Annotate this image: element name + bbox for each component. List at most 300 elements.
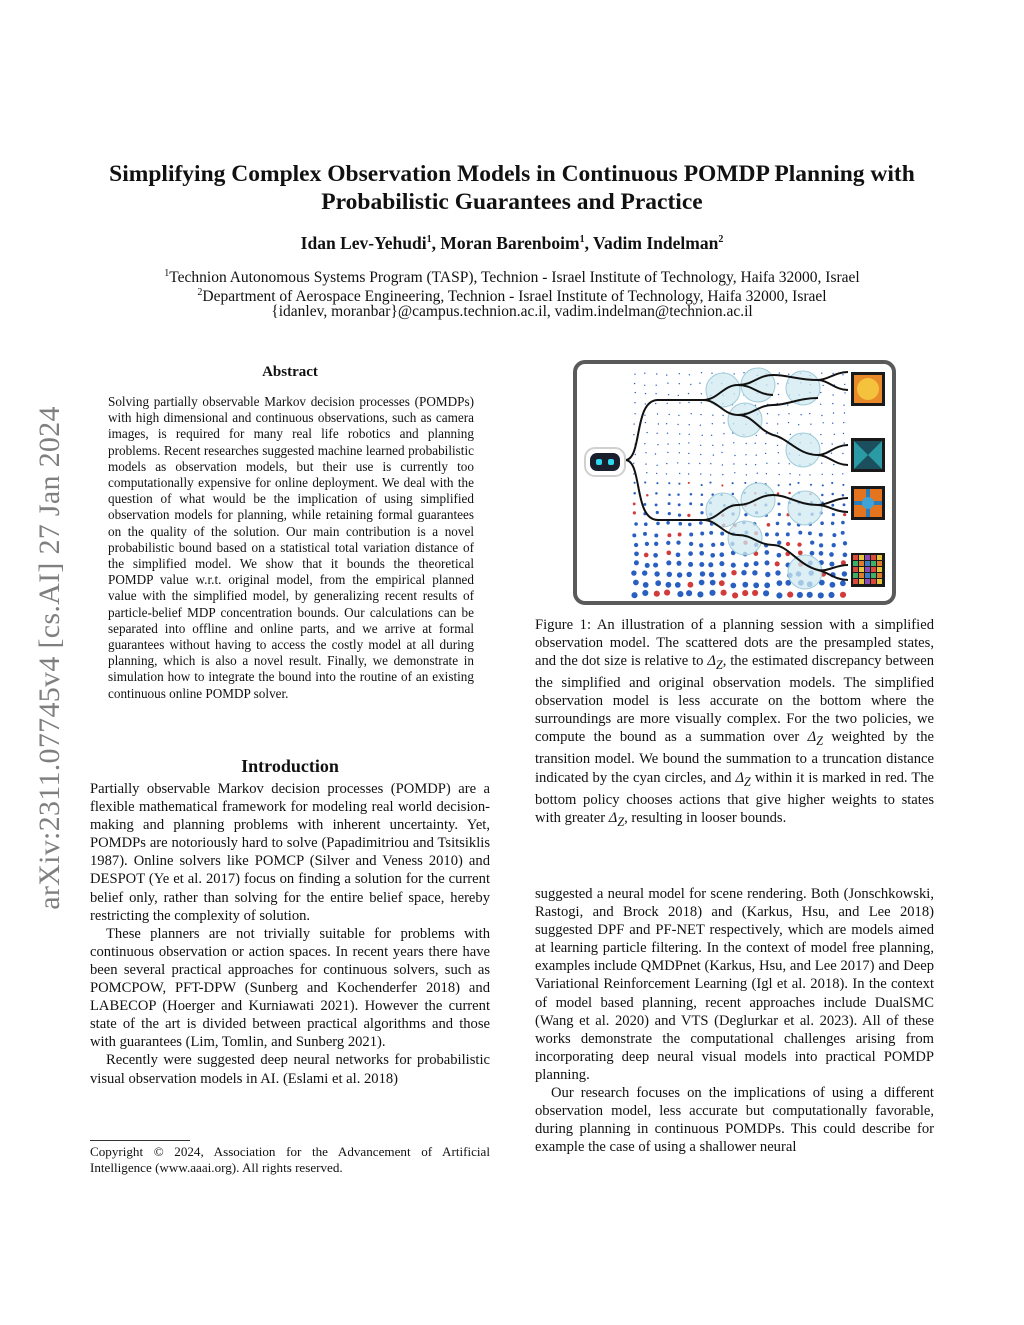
mosaic-tile	[853, 579, 858, 584]
author-affil-mark: 1	[426, 234, 432, 246]
mosaic-tile	[871, 555, 876, 560]
sampled-state-dot	[775, 561, 780, 566]
sampled-state-dot	[840, 580, 846, 586]
sampled-state-dot	[679, 373, 680, 374]
mosaic-tile	[865, 579, 870, 584]
sampled-state-dot	[842, 473, 843, 474]
sampled-state-dot	[701, 372, 702, 373]
sampled-state-dot	[666, 560, 671, 565]
paper-title	[90, 160, 934, 216]
mosaic-tile	[871, 573, 876, 578]
sampled-state-dot	[800, 414, 801, 415]
sampled-state-dot	[645, 452, 646, 453]
sampled-state-dot	[777, 445, 778, 446]
sampled-state-dot	[656, 433, 657, 434]
sampled-state-dot	[843, 405, 844, 406]
sampled-state-dot	[666, 582, 672, 588]
sampled-state-dot	[734, 472, 735, 473]
sampled-state-dot	[645, 393, 646, 394]
sampled-state-dot	[678, 483, 680, 485]
sampled-state-dot	[700, 532, 704, 536]
sampled-state-dot	[686, 572, 691, 577]
sampled-state-dot	[842, 494, 845, 497]
sampled-state-dot	[787, 592, 793, 598]
sampled-state-dot	[757, 473, 758, 474]
sampled-state-dot	[822, 385, 823, 386]
sampled-state-dot	[634, 383, 635, 384]
sampled-state-dot	[713, 454, 714, 455]
sampled-state-dot	[829, 552, 834, 557]
sampled-state-dot	[789, 483, 791, 485]
mosaic-tile	[865, 555, 870, 560]
sampled-state-dot	[666, 473, 667, 474]
sampled-state-dot	[656, 465, 657, 466]
sampled-state-dot	[746, 474, 747, 475]
sampled-state-dot	[688, 582, 694, 588]
sampled-state-dot	[843, 553, 848, 558]
sampled-state-dot	[656, 385, 657, 386]
sampled-state-dot	[644, 553, 649, 558]
sampled-state-dot	[700, 571, 705, 576]
sampled-state-dot	[820, 521, 824, 525]
math-delta: Δ	[707, 653, 716, 670]
figure-1-caption	[535, 616, 934, 831]
sampled-state-dot	[657, 444, 658, 445]
sampled-state-dot	[709, 590, 715, 596]
sampled-state-dot	[722, 444, 723, 445]
sampled-state-dot	[642, 590, 648, 596]
math-subscript: Z	[744, 774, 751, 789]
sampled-state-dot	[777, 553, 782, 558]
sampled-state-dot	[767, 413, 768, 414]
sampled-state-dot	[778, 414, 779, 415]
sampled-state-dot	[831, 453, 832, 454]
truncation-circle	[788, 555, 822, 589]
sampled-state-dot	[763, 590, 769, 596]
sampled-state-dot	[746, 464, 747, 465]
affiliation-text: Department of Aerospace Engineering, Technion - Israel Institute of Technology, Haifa 32000, Israel	[202, 288, 827, 306]
sampled-state-dot	[722, 464, 723, 465]
sampled-state-dot	[676, 540, 680, 544]
sampled-state-dot	[833, 412, 834, 413]
sampled-state-dot	[645, 563, 650, 568]
sampled-state-dot	[744, 482, 746, 484]
sampled-state-dot	[746, 443, 747, 444]
sampled-state-dot	[843, 422, 844, 423]
sampled-state-dot	[765, 453, 766, 454]
sampled-state-dot	[744, 562, 749, 567]
sampled-state-dot	[645, 463, 646, 464]
sampled-state-dot	[742, 582, 748, 588]
sampled-state-dot	[701, 494, 704, 497]
sampled-state-dot	[677, 462, 678, 463]
sampled-state-dot	[699, 562, 704, 567]
sampled-state-dot	[732, 482, 734, 484]
mosaic-tile	[877, 579, 882, 584]
sampled-state-dot	[634, 522, 638, 526]
sampled-state-dot	[657, 413, 658, 414]
introduction-body	[90, 780, 490, 1088]
sampled-state-dot	[810, 484, 812, 486]
sampled-state-dot	[700, 454, 701, 455]
sampled-state-dot	[711, 543, 715, 547]
sampled-state-dot	[678, 415, 679, 416]
sampled-state-dot	[755, 443, 756, 444]
sampled-state-dot	[676, 561, 681, 566]
math-subscript: Z	[617, 814, 625, 829]
sampled-state-dot	[788, 413, 789, 414]
sampled-state-dot	[633, 473, 634, 474]
math-delta: Δ	[807, 729, 817, 746]
sampled-state-dot	[732, 493, 735, 496]
sampled-state-dot	[723, 433, 724, 434]
sampled-state-dot	[712, 423, 713, 424]
sampled-state-dot	[666, 463, 667, 464]
sampled-state-dot	[644, 443, 645, 444]
sampled-state-dot	[786, 532, 790, 536]
sampled-state-dot	[819, 551, 824, 556]
sampled-state-dot	[843, 541, 847, 545]
sampled-state-dot	[719, 580, 725, 586]
sampled-state-dot	[679, 473, 680, 474]
sampled-state-dot	[656, 373, 657, 374]
observation-image-1-icon	[851, 372, 885, 406]
sampled-state-dot	[844, 384, 845, 385]
sampled-state-dot	[699, 383, 700, 384]
sampled-state-dot	[822, 474, 823, 475]
sampled-state-dot	[790, 434, 791, 435]
sampled-state-dot	[841, 531, 845, 535]
sampled-state-dot	[786, 542, 790, 546]
sampled-state-dot	[822, 484, 824, 486]
sampled-state-dot	[809, 413, 810, 414]
sampled-state-dot	[778, 463, 779, 464]
sampled-state-dot	[765, 443, 766, 444]
sampled-state-dot	[645, 422, 646, 423]
sampled-state-dot	[732, 592, 738, 598]
sampled-state-dot	[712, 415, 713, 416]
sampled-state-dot	[700, 445, 701, 446]
sampled-state-dot	[711, 373, 712, 374]
sampled-state-dot	[832, 403, 833, 404]
sampled-state-dot	[821, 463, 822, 464]
sampled-state-dot	[644, 385, 645, 386]
sampled-state-dot	[719, 552, 724, 557]
sampled-state-dot	[679, 452, 680, 453]
sampled-state-dot	[656, 522, 660, 526]
sampled-state-dot	[820, 434, 821, 435]
sampled-state-dot	[654, 534, 658, 538]
sampled-state-dot	[818, 592, 824, 598]
sampled-state-dot	[688, 453, 689, 454]
sampled-state-dot	[789, 463, 790, 464]
sampled-state-dot	[754, 561, 759, 566]
sampled-state-dot	[688, 482, 690, 484]
sampled-state-dot	[831, 482, 833, 484]
truncation-circle	[741, 368, 775, 402]
sampled-state-dot	[797, 542, 801, 546]
sampled-state-dot	[667, 403, 668, 404]
sampled-state-dot	[699, 551, 704, 556]
truncation-circle	[728, 403, 762, 437]
sampled-state-dot	[721, 590, 727, 596]
sampled-state-dot	[844, 392, 845, 393]
sampled-state-dot	[690, 493, 693, 496]
sampled-state-dot	[678, 395, 679, 396]
mosaic-tile	[877, 573, 882, 578]
math-delta: Δ	[608, 809, 618, 826]
sampled-state-dot	[833, 464, 834, 465]
sampled-state-dot	[832, 373, 833, 374]
sampled-state-dot	[632, 533, 636, 537]
sampled-state-dot	[675, 582, 681, 588]
sampled-state-dot	[712, 445, 713, 446]
footnote-rule	[90, 1140, 190, 1141]
sampled-state-dot	[830, 582, 836, 588]
sampled-state-dot	[668, 512, 671, 515]
sampled-state-dot	[832, 423, 833, 424]
sampled-state-dot	[668, 494, 671, 497]
sampled-state-dot	[778, 484, 780, 486]
sampled-state-dot	[820, 392, 821, 393]
sampled-state-dot	[843, 503, 846, 506]
figure-1-illustration	[573, 360, 896, 605]
sampled-state-dot	[807, 592, 813, 598]
sampled-state-dot	[841, 521, 845, 525]
sampled-state-dot	[633, 580, 639, 586]
sampled-state-dot	[667, 383, 668, 384]
sampled-state-dot	[677, 424, 678, 425]
sampled-state-dot	[643, 532, 647, 536]
sampled-state-dot	[753, 582, 759, 588]
sampled-state-dot	[634, 551, 639, 556]
sampled-state-dot	[777, 580, 783, 586]
sampled-state-dot	[840, 592, 846, 598]
robot-icon	[585, 448, 625, 476]
sampled-state-dot	[654, 571, 659, 576]
sampled-state-dot	[634, 560, 639, 565]
sampled-state-dot	[633, 492, 636, 495]
copyright-footnote: Copyright © 2024, Association for the Advancement of Artificial Intelligence (www.aaai.org). All rights reserved.	[90, 1144, 490, 1176]
sampled-state-dot	[831, 504, 834, 507]
sampled-state-dot	[788, 374, 789, 375]
sampled-state-dot	[700, 473, 701, 474]
sampled-state-dot	[633, 434, 634, 435]
sampled-state-dot	[777, 383, 778, 384]
sampled-state-dot	[810, 551, 815, 556]
sampled-state-dot	[842, 374, 843, 375]
paragraph: Recently were suggested deep neural networks for probabilistic visual observation models in AI. (Eslami et al. 2018)	[90, 1052, 490, 1087]
sampled-state-dot	[677, 591, 683, 597]
sampled-state-dot	[787, 522, 791, 526]
sampled-state-dot	[646, 472, 647, 473]
mosaic-tile	[871, 561, 876, 566]
sampled-state-dot	[701, 393, 702, 394]
sampled-state-dot	[700, 425, 701, 426]
sampled-state-dot	[819, 533, 823, 537]
math-subscript: Z	[816, 734, 823, 749]
sampled-state-dot	[777, 502, 780, 505]
sampled-state-dot	[688, 473, 689, 474]
sampled-state-dot	[667, 533, 671, 537]
sampled-state-dot	[689, 424, 690, 425]
sampled-state-dot	[821, 415, 822, 416]
sampled-state-dot	[710, 580, 716, 586]
sampled-state-dot	[644, 481, 646, 483]
sampled-state-dot	[821, 494, 824, 497]
sampled-state-dot	[731, 570, 736, 575]
sampled-state-dot	[667, 443, 668, 444]
author-list: Idan Lev-Yehudi$^1$, Moran Barenboim$^1$, Vadim Indelman$^2$	[300, 233, 724, 253]
sampled-state-dot	[656, 473, 657, 474]
sampled-state-dot	[655, 580, 661, 586]
sampled-state-dot	[779, 474, 780, 475]
sampled-state-dot	[655, 403, 656, 404]
sampled-state-dot	[646, 494, 649, 497]
sampled-state-dot	[666, 423, 667, 424]
author-emails: {idanlev, moranbar}@campus.technion.ac.il, vadim.indelman@technion.ac.il	[271, 303, 753, 320]
mosaic-tile	[877, 567, 882, 572]
sampled-state-dot	[699, 543, 703, 547]
title-line-2: Probabilistic Guarantees and Practice	[321, 189, 703, 215]
sampled-state-dot	[689, 434, 690, 435]
sampled-state-dot	[688, 562, 693, 567]
sampled-state-dot	[778, 394, 779, 395]
sampled-state-dot	[777, 432, 778, 433]
author-name: Vadim Indelman	[593, 233, 719, 253]
sampled-state-dot	[666, 374, 667, 375]
sampled-state-dot	[765, 533, 769, 537]
caption-text: within it is marked in red. The bottom policy chooses actions that give higher weights to states with greater	[535, 769, 935, 826]
sampled-state-dot	[832, 533, 836, 537]
sampled-state-dot	[834, 434, 835, 435]
sampled-state-dot	[631, 570, 636, 575]
sampled-state-dot	[667, 452, 668, 453]
sampled-state-dot	[798, 531, 802, 535]
sampled-state-dot	[679, 522, 683, 526]
sampled-state-dot	[654, 542, 658, 546]
paragraph: These planners are not trivially suitable for problems with continuous observation or action spaces. In recent years there have been several practical approaches for continuous solvers, such as POMCPOW, PFT-DPW (Sunberg and Kochenderfer 2018) and LABECOP (Hoerger and Kurniawati 2021). However the current state of the art is divided between practical algorithms and those with guarantees (Lim, Tomlin, and Sunberg 2021).	[90, 925, 490, 1051]
mosaic-tile	[853, 555, 858, 560]
truncation-circle	[786, 433, 820, 467]
sampled-state-dot	[829, 562, 834, 567]
sampled-state-dot	[733, 463, 734, 464]
mosaic-tile	[859, 555, 864, 560]
sampled-state-dot	[734, 373, 735, 374]
mosaic-tile	[877, 555, 882, 560]
sampled-state-dot	[667, 572, 672, 577]
mosaic-tile	[865, 567, 870, 572]
observation-image-4-icon	[851, 553, 885, 587]
sampled-state-dot	[778, 513, 781, 516]
sampled-state-dot	[787, 404, 788, 405]
math-subscript: Z	[715, 658, 723, 673]
sampled-state-dot	[710, 553, 715, 558]
affiliation-mark: 1	[164, 268, 170, 279]
sampled-state-dot	[832, 543, 836, 547]
sampled-state-dot	[667, 433, 668, 434]
sampled-state-dot	[679, 383, 680, 384]
sampled-state-dot	[819, 543, 823, 547]
sampled-state-dot	[678, 503, 681, 506]
caption-text: , the estimated discrepancy between the simplified and original observation models. The simplified observation model is less accurate on the bottom where the surroundings are more visually complex. For the two policies, we compute the bound as a summation over	[535, 653, 934, 746]
sampled-state-dot	[688, 551, 693, 556]
sampled-state-dot	[843, 513, 846, 516]
sampled-state-dot	[823, 422, 824, 423]
sampled-state-dot	[668, 394, 669, 395]
sampled-state-dot	[664, 590, 670, 596]
mosaic-tile	[859, 561, 864, 566]
sampled-state-dot	[832, 513, 835, 516]
sampled-state-dot	[701, 402, 702, 403]
sampled-state-dot	[689, 374, 690, 375]
sampled-state-dot	[766, 423, 767, 424]
sampled-state-dot	[734, 455, 735, 456]
sampled-state-dot	[756, 435, 757, 436]
author-affil-mark: 1	[579, 234, 585, 246]
sampled-state-dot	[722, 415, 723, 416]
sampled-state-dot	[742, 590, 748, 596]
sampled-state-dot	[710, 463, 711, 464]
sampled-state-dot	[669, 414, 670, 415]
sampled-state-dot	[653, 553, 658, 558]
sampled-state-dot	[689, 542, 693, 546]
sampled-state-dot	[634, 374, 635, 375]
title-line-1: Simplifying Complex Observation Models in Continuous POMDP Planning with	[109, 161, 915, 187]
sampled-state-dot	[645, 403, 646, 404]
sampled-state-dot	[655, 393, 656, 394]
mosaic-tile	[871, 567, 876, 572]
mosaic-tile	[853, 573, 858, 578]
sampled-state-dot	[832, 394, 833, 395]
author-affil-mark: 2	[718, 234, 724, 246]
observation-image-3-icon	[851, 486, 885, 520]
sampled-state-dot	[799, 474, 800, 475]
sampled-state-dot	[676, 552, 681, 557]
caption-text: , resulting in looser bounds.	[624, 809, 787, 826]
caption-label: Figure 1:	[535, 617, 597, 633]
sampled-state-dot	[764, 550, 769, 555]
sampled-state-dot	[708, 562, 713, 567]
sampled-state-dot	[778, 452, 779, 453]
sampled-state-dot	[767, 523, 771, 527]
mosaic-tile	[859, 579, 864, 584]
author-name: Idan Lev-Yehudi	[300, 233, 427, 253]
sampled-state-dot	[809, 474, 810, 475]
arxiv-sidebar	[30, 372, 70, 944]
mosaic-tile	[859, 567, 864, 572]
sampled-state-dot	[798, 424, 799, 425]
sampled-state-dot	[643, 582, 649, 588]
sampled-state-dot	[677, 493, 680, 496]
sampled-state-dot	[700, 414, 701, 415]
sampled-state-dot	[798, 550, 803, 555]
sampled-state-dot	[633, 423, 634, 424]
sampled-state-dot	[634, 413, 635, 414]
sampled-state-dot	[755, 464, 756, 465]
abstract-text: Solving partially observable Markov decision processes (POMDPs) with high dimensional and continuous observations, such as camera images, is required for many real life robotics and planning problems. Recent researches suggested machine learned probabilistic models as observation models, but their use is currently too computationally expensive for online deployment. We deal with the question of what would be the implication of using simplified observation models for planning, while retaining formal guarantees on the quality of the solution. Our main contribution is a novel probabilistic bound based on a statistical total variation distance of the simplified model. We show that it bounds the theoretical POMDP value w.r.t. original model, from the empirical planned value with the simplified model, by generalizing recent results of particle-belief MDP concentration bounds. Our calculations can be separated into offline and online parts, and we arrive at formal guarantees without having to access the costly model at all during planning, which is also a novel result. Finally, we demonstrate in simulation how to integrate the bound into the routine of an existing continuous online POMDP solver.	[108, 394, 474, 701]
sampled-state-dot	[721, 484, 723, 486]
sampled-state-dot	[766, 463, 767, 464]
sampled-state-dot	[821, 443, 822, 444]
sampled-state-dot	[821, 373, 822, 374]
sampled-state-dot	[723, 422, 724, 423]
sampled-state-dot	[831, 522, 835, 526]
sampled-state-dot	[700, 511, 703, 514]
observation-image-2-icon	[851, 438, 885, 472]
sampled-state-dot	[745, 454, 746, 455]
sampled-state-dot	[655, 453, 656, 454]
